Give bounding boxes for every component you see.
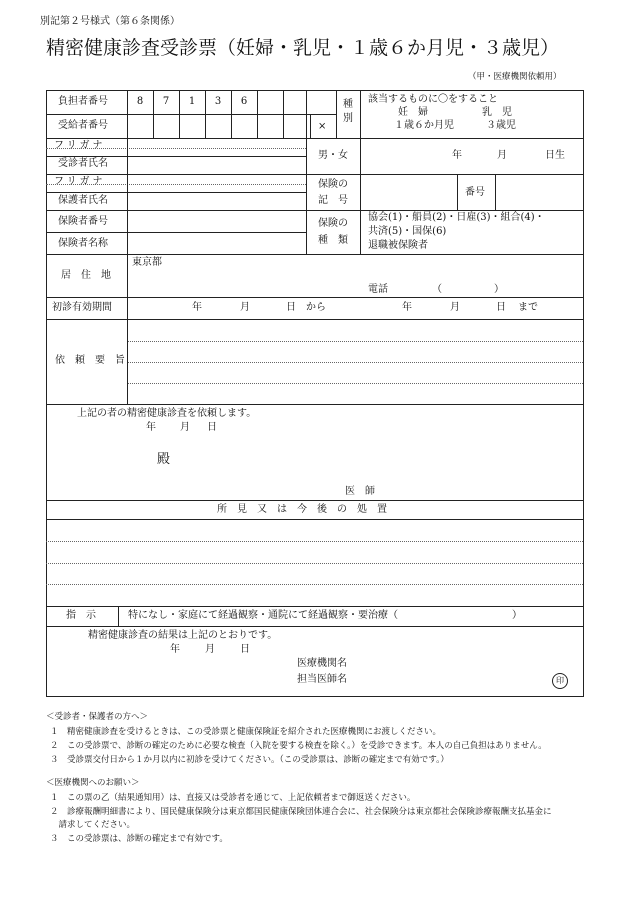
result-year: 年 [170,644,180,655]
phone-close: ） [494,284,504,295]
notes-institution-item: ２ 診療報酬明細書により、国民健康保険分は東京都国民健康保険団体連合会に、社会保険分は東京都社会保険診療報酬支払基金に [50,807,552,817]
validity-to-year: 年 [402,302,412,313]
payer-number-label: 負担者番号 [58,96,108,107]
insurance-type-label: 種 類 [318,235,348,246]
category-instruction: 該当するものに〇をすること [368,94,498,105]
result-day: 日 [240,644,250,655]
instruction-close: ） [512,610,522,621]
birth-day: 日生 [545,150,565,161]
request-day: 日 [207,422,217,433]
insurance-types: 退職被保険者 [368,240,428,251]
insurance-types: 共済(5)・国保(6) [368,226,447,237]
notes-patient-heading: ＜受診者・保護者の方へ＞ [46,712,149,722]
request-year: 年 [146,422,156,433]
validity-to-month: 月 [450,302,460,313]
page-title: 精密健康診査受診票（妊婦・乳児・１歳６か月児・３歳児） [46,37,560,59]
notes-institution-heading: ＜医療機関へのお願い＞ [46,778,140,788]
page-subtitle: （甲・医療機関依頼用） [468,72,562,82]
furigana-label: フリガナ [54,176,106,187]
notes-institution-item: １ この票の乙（結果通知用）は、直接又は受診者を通じて、上記依頼者まで御返送ください。 [50,793,416,803]
validity-until: まで [518,302,538,313]
instruction-options: 特になし・家庭にて経過観察・通院にて経過観察・要治療（ [128,610,398,621]
instruction-label: 指 示 [66,610,96,621]
insurance-types: 協会(1)・船員(2)・日雇(3)・組合(4)・ [368,212,545,223]
doctor-label: 医 師 [345,486,375,497]
validity-label: 初診有効期間 [52,302,112,313]
recipient-number-label: 受給者番号 [58,120,108,131]
address-prefix: 東京都 [132,257,162,268]
category-infant: 乳 児 [482,107,512,118]
payer-digit: 6 [240,96,248,107]
physician-label: 担当医師名 [297,674,347,685]
category-pregnant: 妊 婦 [398,107,428,118]
findings-header: 所 見 又 は 今 後 の 処 置 [217,504,387,515]
notes-institution-item: ３ この受診票は、診断の確定まで有効です。 [50,834,228,844]
birth-year: 年 [452,150,462,161]
category-label: 種別 [343,99,353,124]
insurance-number-label: 番号 [465,187,485,198]
request-month: 月 [180,422,190,433]
phone-label: 電話 [368,284,388,295]
validity-from-year: 年 [192,302,202,313]
insurer-number-label: 保険者番号 [58,216,108,227]
notes-patient-item: ２ この受診票で、診断の確定のために必要な検査（入院を要する検査を除く。）を受診できます。本人の自己負担はありません。 [50,741,547,751]
addressee-dono: 殿 [157,452,171,467]
cross-mark: × [318,121,327,132]
request-text: 上記の者の精密健康診査を依頼します。 [77,408,257,419]
validity-from: から [306,302,326,313]
result-text: 精密健康診査の結果は上記のとおりです。 [88,630,278,641]
payer-digit: 7 [162,96,170,107]
payer-digit: 8 [136,96,144,107]
insurance-type-label: 保険の [318,218,348,229]
payer-digit: 1 [188,96,196,107]
recipient-name-label: 受診者氏名 [58,158,108,169]
validity-to-day: 日 [496,302,506,313]
institution-label: 医療機関名 [297,658,347,669]
notes-institution-item: 請求してください。 [50,820,136,830]
validity-from-month: 月 [240,302,250,313]
phone-open: （ [432,284,442,295]
request-label: 依 頼 要 旨 [55,355,125,366]
result-month: 月 [205,644,215,655]
birth-month: 月 [497,150,507,161]
notes-patient-item: ３ 受診票交付日から１か月以内に初診を受けてください。（この受診票は、診断の確定まで有効です。） [50,755,449,765]
seal-mark: 印 [552,673,568,689]
payer-digit: 3 [214,96,222,107]
category-18months: １歳６か月児 [394,120,454,131]
furigana-label: フリガナ [54,140,106,151]
form-number: 別記第２号様式（第６条関係） [40,16,180,27]
validity-from-day: 日 [286,302,296,313]
address-label: 居 住 地 [61,270,111,281]
insurance-symbol-label: 記 号 [318,195,348,206]
insurance-symbol-label: 保険の [318,179,348,190]
category-3years: ３歳児 [486,120,516,131]
insurer-name-label: 保険者名称 [58,238,108,249]
sex-label: 男・女 [318,150,348,161]
notes-patient-item: １ 精密健康診査を受けるときは、この受診票と健康保険証を紹介された医療機関にお渡しください。 [50,727,442,737]
guardian-name-label: 保護者氏名 [58,195,108,206]
